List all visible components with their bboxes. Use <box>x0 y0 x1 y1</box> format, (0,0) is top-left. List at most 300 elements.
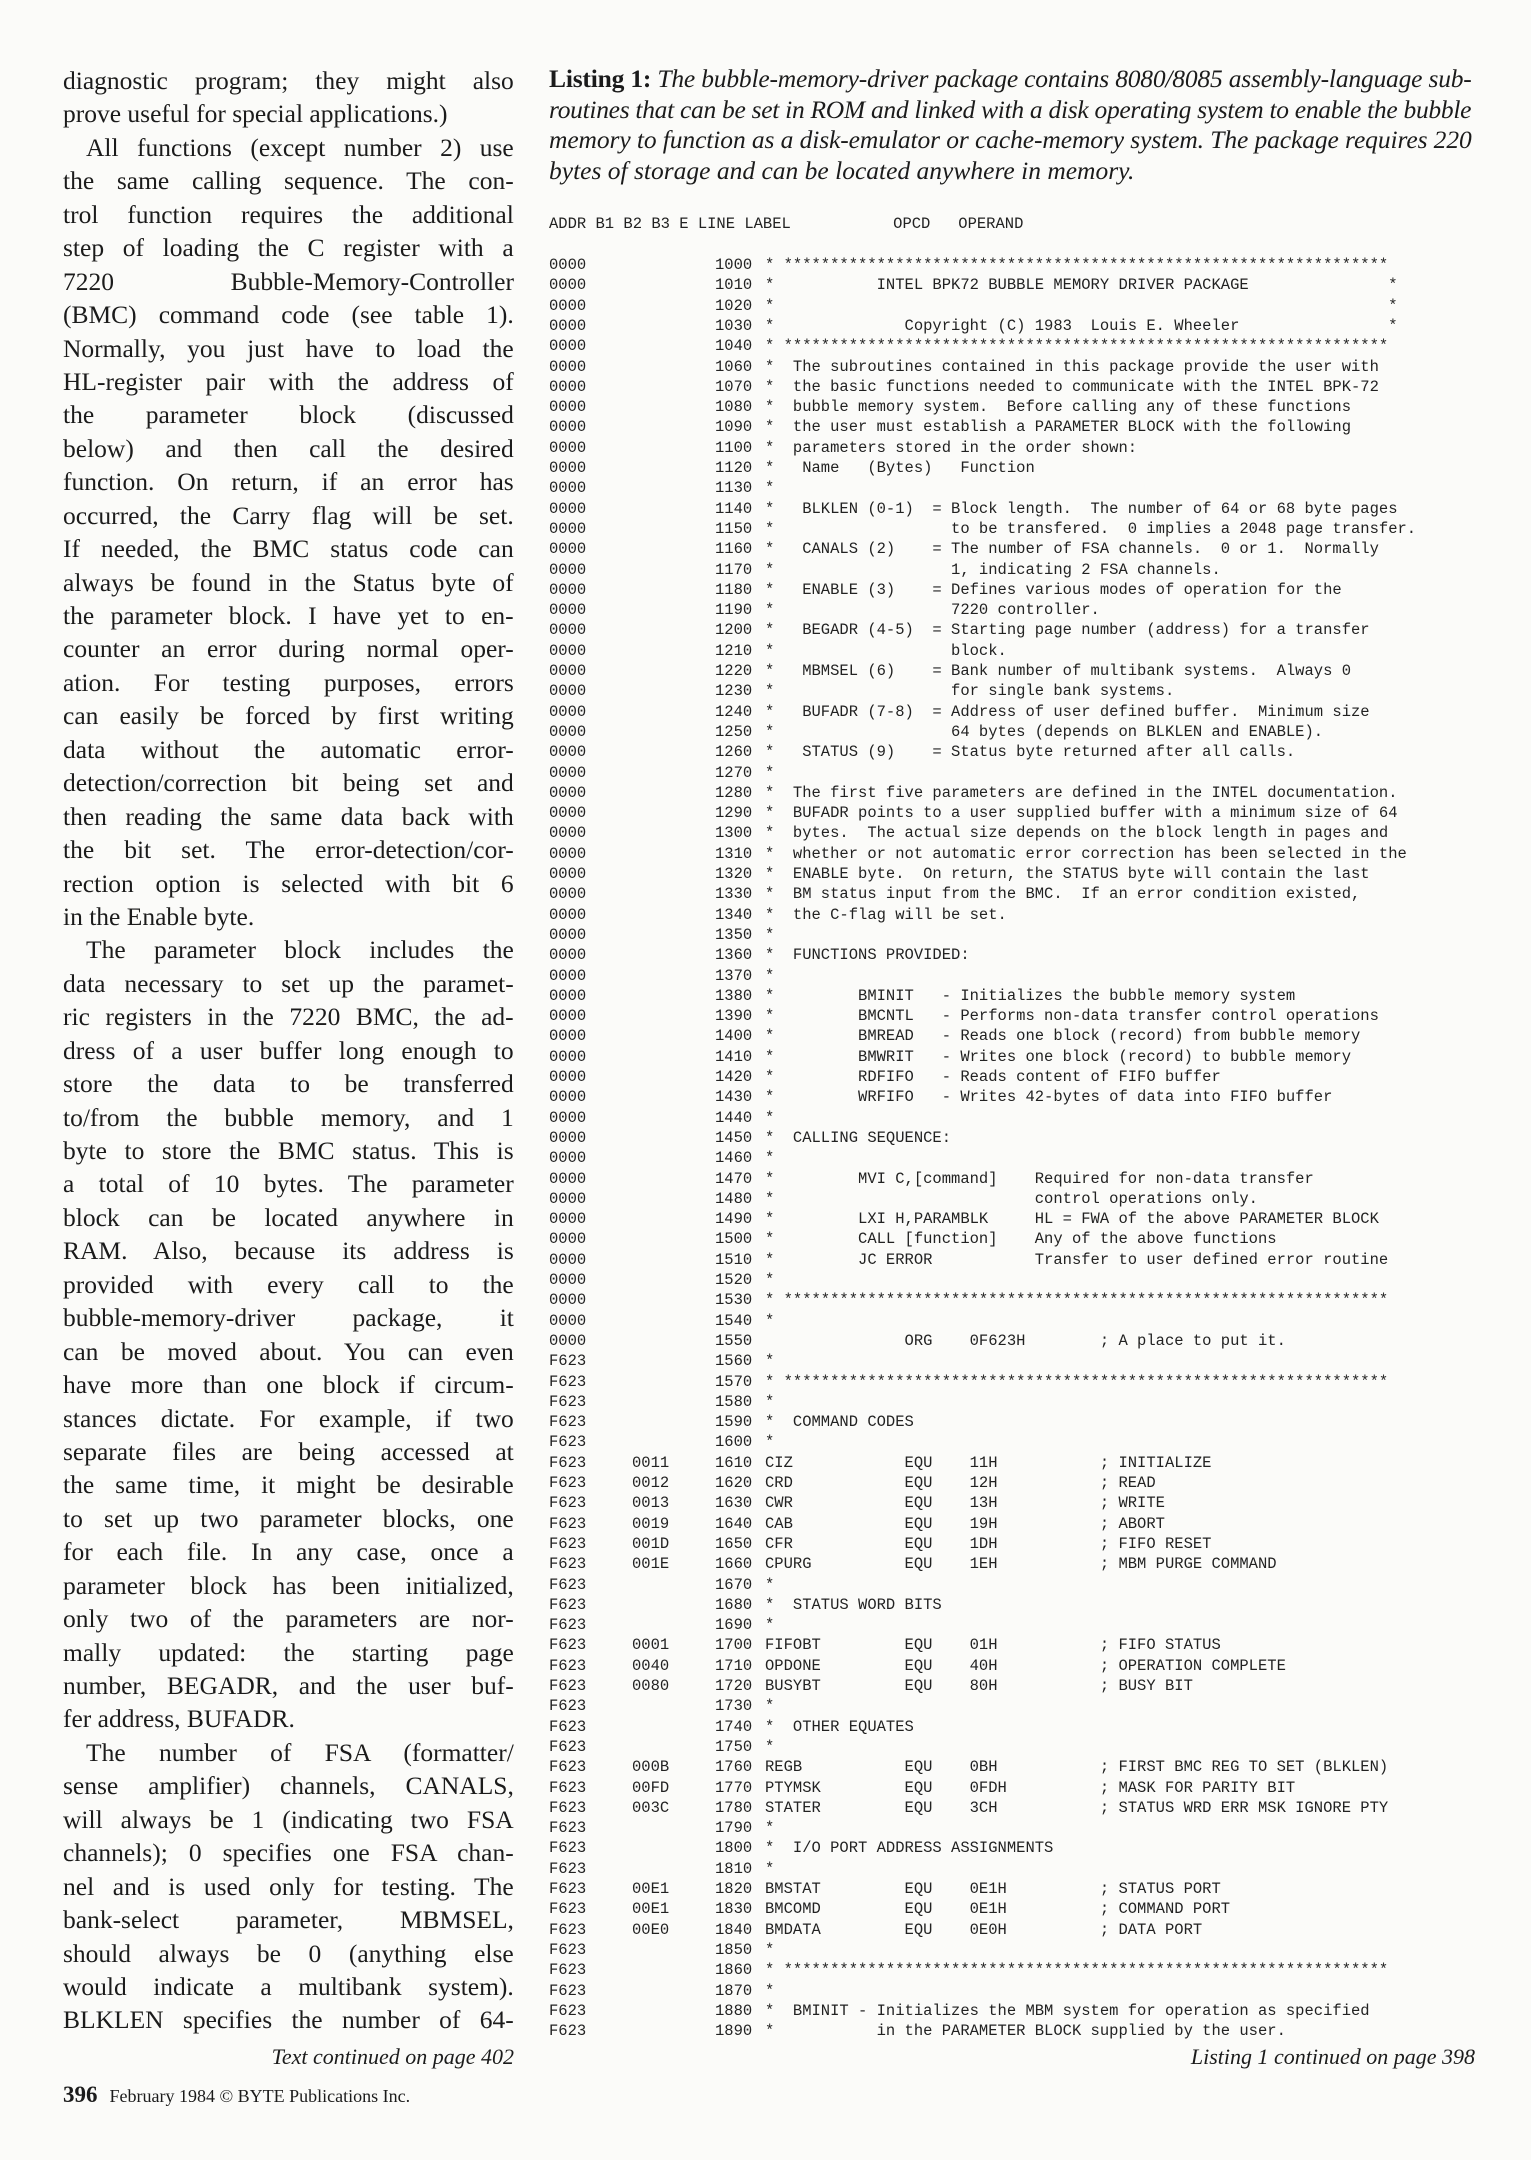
listing-address: 0000 <box>549 783 587 802</box>
listing-row <box>549 1778 1489 1798</box>
body-text-line-content: channels); 0 specifies one FSA chan- <box>63 1838 514 1868</box>
listing-address: 0000 <box>549 1230 587 1249</box>
listing-address: 0000 <box>549 1047 587 1066</box>
listing-statement: * <box>765 925 775 944</box>
listing-line-number: 1610 <box>715 1453 753 1472</box>
listing-line-number: 1600 <box>715 1433 753 1452</box>
listing-row <box>549 2021 1489 2041</box>
listing-address: F623 <box>549 1433 587 1452</box>
listing-address: F623 <box>549 1514 587 1533</box>
body-text-line <box>63 131 514 164</box>
listing-statement: * * <box>765 296 1398 315</box>
listing-line-number: 1060 <box>715 357 753 376</box>
listing-address: F623 <box>549 1940 587 1959</box>
listing-row <box>549 1920 1489 1940</box>
listing-address: 0000 <box>549 824 587 843</box>
body-text-line-content: can easily be forced by first writing <box>63 701 514 731</box>
caption-text: The bubble-memory-driver package contains 8080/8085 assembly-language sub- <box>657 64 1472 93</box>
listing-row <box>549 458 1489 478</box>
body-text-line-content: only two of the parameters are nor- <box>63 1604 514 1634</box>
listing-line-number: 1650 <box>715 1534 753 1553</box>
listing-row <box>549 1493 1489 1513</box>
caption-line <box>549 95 1476 126</box>
listing-bytes: 00E1 <box>632 1900 670 1919</box>
listing-address: 0000 <box>549 1210 587 1229</box>
listing-row <box>549 560 1489 580</box>
listing-statement: CAB EQU 19H ; ABORT <box>765 1514 1165 1533</box>
listing-line-number: 1630 <box>715 1494 753 1513</box>
body-text-line-content: data necessary to set up the paramet- <box>63 968 514 998</box>
body-text-line <box>63 1903 514 1936</box>
listing-statement: * ENABLE (3) = Defines various modes of operation for the <box>765 580 1342 599</box>
listing-address: F623 <box>549 1616 587 1635</box>
listing-line-number: 1210 <box>715 641 753 660</box>
listing-line-number: 1810 <box>715 1859 753 1878</box>
listing-address: 0000 <box>549 296 587 315</box>
listing-row <box>549 1108 1489 1128</box>
listing-address: 0000 <box>549 540 587 559</box>
listing-address: 0000 <box>549 1250 587 1269</box>
listing-row <box>549 1270 1489 1290</box>
body-text-line <box>63 432 514 465</box>
listing-statement: * block. <box>765 641 1007 660</box>
listing-row <box>549 742 1489 762</box>
listing-line-number: 1400 <box>715 1027 753 1046</box>
listing-statement: * <box>765 1149 775 1168</box>
body-text-line <box>63 1836 514 1869</box>
body-text-line <box>63 265 514 298</box>
listing-address: 0000 <box>549 804 587 823</box>
listing-statement: * Name (Bytes) Function <box>765 459 1035 477</box>
listing-line-number: 1240 <box>715 702 753 721</box>
listing-line-number: 1660 <box>715 1555 753 1574</box>
listing-address: 0000 <box>549 519 587 538</box>
body-text-line-content: have more than one block if circum- <box>63 1370 514 1400</box>
body-text-line-content: then reading the same data back with <box>63 801 514 831</box>
listing-row <box>549 1534 1489 1554</box>
listing-row <box>549 1575 1489 1595</box>
body-text-line <box>63 1870 514 1903</box>
listing-row <box>549 1128 1489 1148</box>
footer-credit: February 1984 © BYTE Publications Inc. <box>109 2086 411 2106</box>
listing-line-number: 1160 <box>715 540 753 559</box>
caption-line-content <box>549 125 1472 156</box>
listing-statement: * BMINIT - Initializes the bubble memory system <box>765 986 1296 1005</box>
listing-line-number: 1260 <box>715 743 753 762</box>
listing-address: 0000 <box>549 499 587 518</box>
listing-address: F623 <box>549 1717 587 1736</box>
body-text-line-content: diagnostic program; they might also <box>63 66 514 95</box>
listing-address: 0000 <box>549 1027 587 1046</box>
listing-line-number: 1730 <box>715 1697 753 1716</box>
listing-statement: BMCOMD EQU 0E1H ; COMMAND PORT <box>765 1900 1231 1919</box>
listing-statement: CFR EQU 1DH ; FIFO RESET <box>765 1534 1212 1553</box>
listing-row <box>549 1311 1489 1331</box>
listing-line-number: 1720 <box>715 1677 753 1695</box>
listing-statement: * 64 bytes (depends on BLKLEN and ENABLE). <box>765 722 1324 741</box>
body-text-line-content: ric registers in the 7220 BMC, the ad- <box>63 1002 514 1032</box>
body-text-line <box>63 1402 514 1435</box>
caption-line-content <box>549 64 1472 95</box>
listing-address: 0000 <box>549 1088 587 1107</box>
listing-address: 0000 <box>549 459 587 477</box>
listing-address: 0000 <box>549 925 587 944</box>
body-text-line-content: a total of 10 bytes. The parameter <box>63 1169 514 1199</box>
listing-statement: * ***************************************************************** <box>765 256 1389 274</box>
listing-statement: * CANALS (2) = The number of FSA channels. 0 or 1. Normally <box>765 540 1379 559</box>
listing-row <box>549 1148 1489 1168</box>
listing-address: 0000 <box>549 966 587 985</box>
listing-statement: BMSTAT EQU 0E1H ; STATUS PORT <box>765 1880 1221 1898</box>
body-text-line <box>63 231 514 264</box>
listing-line-number: 1300 <box>715 824 753 843</box>
listing-row <box>549 844 1489 864</box>
listing-line-number: 1320 <box>715 865 753 883</box>
listing-row <box>549 620 1489 640</box>
listing-address: 0000 <box>549 722 587 741</box>
body-text-line <box>63 298 514 331</box>
body-text-line-content: will always be 1 (indicating two FSA <box>63 1804 514 1834</box>
body-text-line <box>63 1702 514 1735</box>
listing-row <box>549 1717 1489 1737</box>
listing-statement: OPDONE EQU 40H ; OPERATION COMPLETE <box>765 1656 1286 1675</box>
body-text-line <box>63 900 514 933</box>
body-text-line-content: below) and then call the desired <box>63 433 514 463</box>
body-text-line-content: dress of a user buffer long enough to <box>63 1035 514 1065</box>
listing-address: F623 <box>549 1839 587 1858</box>
listing-line-number: 1250 <box>715 722 753 741</box>
listing-statement: FIFOBT EQU 01H ; FIFO STATUS <box>765 1636 1221 1655</box>
body-text-line <box>63 1736 514 1769</box>
listing-statement: * BMCNTL - Performs non-data transfer control operations <box>765 1007 1379 1026</box>
listing-bytes: 001E <box>632 1555 670 1574</box>
body-text-line <box>63 566 514 599</box>
listing-statement: * BMREAD - Reads one block (record) from bubble memory <box>765 1027 1361 1046</box>
listing-row <box>549 702 1489 722</box>
listing-line-number: 1880 <box>715 2001 753 2020</box>
listing-line-number: 1570 <box>715 1372 753 1391</box>
listing-address: 0000 <box>549 844 587 863</box>
listing-line-number: 1170 <box>715 560 753 579</box>
body-text-line <box>63 1034 514 1067</box>
body-text-line <box>63 97 514 130</box>
listing-address: 0000 <box>549 641 587 660</box>
listing-statement: * <box>765 763 775 782</box>
listing-column-header: ADDR B1 B2 B3 E LINE LABEL OPCD OPERAND <box>549 215 1024 233</box>
listing-address: F623 <box>549 1636 587 1655</box>
listing-line-number: 1380 <box>715 986 753 1005</box>
listing-address: 0000 <box>549 1128 587 1147</box>
listing-address: 0000 <box>549 560 587 579</box>
listing-statement: * bubble memory system. Before calling any of these functions <box>765 398 1351 417</box>
body-text-line-content: store the data to be transferred <box>63 1069 514 1099</box>
listing-row <box>549 1981 1489 2001</box>
listing-statement: * ***************************************************************** <box>765 337 1389 356</box>
body-text-line <box>63 1435 514 1468</box>
caption-text: bytes of storage and can be located anywhere in memory. <box>549 155 1135 185</box>
listing-line-number: 1620 <box>715 1474 753 1492</box>
listing-line-number: 1740 <box>715 1717 753 1736</box>
body-text-line-content: for each file. In any case, once a <box>63 1537 514 1567</box>
listing-line-number: 1540 <box>715 1311 753 1330</box>
listing-address: 0000 <box>549 398 587 417</box>
listing-statement: * ***************************************************************** <box>765 1372 1389 1391</box>
listing-row <box>549 945 1489 965</box>
body-text-line <box>63 1134 514 1167</box>
listing-row <box>549 1047 1489 1067</box>
listing-statement: * BLKLEN (0-1) = Block length. The number of 64 or 68 byte pages <box>765 499 1398 518</box>
listing-statement: * to be transfered. 0 implies a 2048 page transfer. <box>765 519 1417 538</box>
body-text-line-content: the same time, it might be desirable <box>63 1470 514 1500</box>
listing-row <box>549 357 1489 377</box>
listing-row <box>549 1006 1489 1026</box>
listing-bytes: 0001 <box>632 1636 670 1655</box>
listing-row <box>549 296 1489 316</box>
listing-address: F623 <box>549 1677 587 1695</box>
listing-line-number: 1830 <box>715 1900 753 1919</box>
listing-row <box>549 255 1489 275</box>
body-text-line-content: detection/correction bit being set and <box>63 768 514 798</box>
listing-statement: * CALL [function] Any of the above functions <box>765 1230 1277 1249</box>
listing-line-number: 1190 <box>715 601 753 620</box>
listing-line-number: 1820 <box>715 1880 753 1898</box>
caption-label: Listing 1: <box>549 64 652 93</box>
body-text-line-content: Normally, you just have to load the <box>63 333 514 363</box>
listing-statement: * 7220 controller. <box>765 601 1100 620</box>
caption-text: memory to function as a disk-emulator or cache-memory system. The package requires 220 <box>549 125 1472 154</box>
listing-line-number: 1310 <box>715 844 753 863</box>
listing-row <box>549 580 1489 600</box>
listing-statement: * MBMSEL (6) = Bank number of multibank systems. Always 0 <box>765 662 1351 680</box>
listing-address: 0000 <box>549 1311 587 1330</box>
body-text-line-content: The number of FSA (formatter/ <box>86 1737 514 1767</box>
listing-address: F623 <box>549 1859 587 1878</box>
body-text-line-content: the same calling sequence. The con- <box>63 166 514 196</box>
listing-address: F623 <box>549 2022 587 2041</box>
caption-line <box>549 156 1476 187</box>
listing-row <box>549 1899 1489 1919</box>
listing-row <box>549 681 1489 701</box>
listing-statement: STATER EQU 3CH ; STATUS WRD ERR MSK IGNORE PTY <box>765 1798 1389 1817</box>
listing-statement: * <box>765 1737 775 1756</box>
body-text-line <box>63 1167 514 1200</box>
listing-row <box>549 1026 1489 1046</box>
body-text-line <box>63 1201 514 1234</box>
body-text-line <box>63 499 514 532</box>
body-text-line <box>63 332 514 365</box>
listing-line-number: 1790 <box>715 1819 753 1838</box>
listing-row <box>549 600 1489 620</box>
listing-statement: * The subroutines contained in this package provide the user with <box>765 357 1379 376</box>
listing-line-number: 1840 <box>715 1920 753 1939</box>
listing-row <box>549 884 1489 904</box>
listing-address: F623 <box>549 1880 587 1898</box>
listing-statement: * ***************************************************************** <box>765 1291 1389 1310</box>
listing-line-number: 1550 <box>715 1331 753 1350</box>
body-text-line <box>63 1368 514 1401</box>
listing-line-number: 1590 <box>715 1413 753 1432</box>
body-text-line <box>63 1602 514 1635</box>
body-text-line <box>63 967 514 1000</box>
listing-bytes: 003C <box>632 1798 670 1817</box>
caption-line-content <box>549 156 1134 187</box>
listing-row <box>549 1940 1489 1960</box>
listing-line-number: 1220 <box>715 662 753 680</box>
listing-address: F623 <box>549 1534 587 1553</box>
body-text-line-content: mally updated: the starting page <box>63 1637 514 1667</box>
listing-line-number: 1640 <box>715 1514 753 1533</box>
body-text-line-content: block can be located anywhere in <box>63 1202 514 1232</box>
listing-row <box>549 1229 1489 1249</box>
listing-line-number: 1480 <box>715 1189 753 1208</box>
body-text-line <box>63 398 514 431</box>
body-text-line <box>63 1970 514 2003</box>
body-text-line <box>63 1234 514 1267</box>
listing-statement: * the basic functions needed to communicate with the INTEL BPK-72 <box>765 377 1379 396</box>
body-text-line <box>63 933 514 966</box>
listing-statement: REGB EQU 0BH ; FIRST BMC REG TO SET (BLKLEN) <box>765 1758 1389 1777</box>
body-text-line-content: nel and is used only for testing. The <box>63 1871 514 1901</box>
listing-address: F623 <box>549 1392 587 1411</box>
listing-address: F623 <box>549 1798 587 1817</box>
listing-row <box>549 1067 1489 1087</box>
listing-statement: * <box>765 1311 775 1330</box>
listing-line-number: 1750 <box>715 1737 753 1756</box>
body-text-line-content: If needed, the BMC status code can <box>63 534 514 564</box>
listing-address: F623 <box>549 1372 587 1391</box>
listing-statement: * STATUS WORD BITS <box>765 1595 942 1614</box>
listing-row <box>549 661 1489 681</box>
body-text-line <box>63 365 514 398</box>
listing-line-number: 1330 <box>715 885 753 904</box>
listing-statement: * BEGADR (4-5) = Starting page number (address) for a transfer <box>765 621 1370 640</box>
listing-row <box>549 905 1489 925</box>
listing-statement: * MVI C,[command] Required for non-data transfer <box>765 1169 1314 1188</box>
body-text-line <box>63 1101 514 1134</box>
body-text-line <box>63 800 514 833</box>
listing-address: F623 <box>549 1555 587 1574</box>
listing-row <box>549 1960 1489 1980</box>
listing-address: 0000 <box>549 905 587 924</box>
listing-address: F623 <box>549 1778 587 1797</box>
listing-line-number: 1510 <box>715 1250 753 1269</box>
listing-row <box>549 499 1489 519</box>
listing-line-number: 1120 <box>715 459 753 477</box>
listing-row <box>549 1798 1489 1818</box>
listing-line-number: 1200 <box>715 621 753 640</box>
listing-statement: * STATUS (9) = Status byte returned after all calls. <box>765 743 1296 762</box>
body-text-line-content: function. On return, if an error has <box>63 467 514 497</box>
listing-statement: * RDFIFO - Reads content of FIFO buffer <box>765 1068 1221 1086</box>
body-text-line <box>63 733 514 766</box>
listing-address: 0000 <box>549 682 587 701</box>
listing-row <box>549 864 1489 884</box>
listing-line-number: 1090 <box>715 418 753 437</box>
listing-statement: * <box>765 1616 775 1635</box>
listing-line-number: 1100 <box>715 438 753 457</box>
listing-row <box>549 1453 1489 1473</box>
listing-address: F623 <box>549 1981 587 2000</box>
listing-statement: * ***************************************************************** <box>765 1961 1389 1980</box>
listing-line-number: 1430 <box>715 1088 753 1107</box>
listing-row <box>549 1351 1489 1371</box>
listing-statement: * BMINIT - Initializes the MBM system for operation as specified <box>765 2001 1370 2020</box>
listing-row <box>549 1676 1489 1696</box>
listing-statement: * COMMAND CODES <box>765 1413 914 1432</box>
listing-line-number: 1870 <box>715 1981 753 2000</box>
listing-statement: * control operations only. <box>765 1189 1258 1208</box>
body-text-line-content: always be found in the Status byte of <box>63 567 514 597</box>
listing-address: 0000 <box>549 986 587 1005</box>
listing-line-number: 1530 <box>715 1291 753 1310</box>
listing-line-number: 1520 <box>715 1271 753 1289</box>
listing-address: 0000 <box>549 418 587 437</box>
listing-address: 0000 <box>549 316 587 335</box>
listing-line-number: 1710 <box>715 1656 753 1675</box>
listing-statement: * whether or not automatic error correction has been selected in the <box>765 844 1407 863</box>
listing-statement: * BUFADR (7-8) = Address of user defined buffer. Minimum size <box>765 702 1370 721</box>
listing-address: 0000 <box>549 621 587 640</box>
body-text-line <box>63 1468 514 1501</box>
listing-line-number: 1290 <box>715 804 753 823</box>
listing-address: F623 <box>549 1900 587 1919</box>
body-text-line <box>63 1067 514 1100</box>
body-text-line-content: can be moved about. You can even <box>63 1336 514 1366</box>
body-text-line <box>63 1803 514 1836</box>
body-text-line <box>63 198 514 231</box>
listing-row <box>549 1372 1489 1392</box>
listing-statement: * <box>765 1575 775 1594</box>
listing-row <box>549 1331 1489 1351</box>
listing-row <box>549 1087 1489 1107</box>
listing-row <box>549 519 1489 539</box>
listing-address: F623 <box>549 1453 587 1472</box>
listing-statement: ORG 0F623H ; A place to put it. <box>765 1331 1286 1350</box>
body-text-line-content: step of loading the C register with a <box>63 233 514 263</box>
listing-statement: * FUNCTIONS PROVIDED: <box>765 946 970 965</box>
listing-line-number: 1420 <box>715 1068 753 1086</box>
listing-line-number: 1410 <box>715 1047 753 1066</box>
listing-address: 0000 <box>549 763 587 782</box>
listing-address: F623 <box>549 1494 587 1513</box>
body-text-line <box>63 1769 514 1802</box>
body-text-line-content: should always be 0 (anything else <box>63 1938 514 1968</box>
listing-row <box>549 1392 1489 1412</box>
listing-line-number: 1560 <box>715 1352 753 1371</box>
listing-row <box>549 986 1489 1006</box>
listing-address: 0000 <box>549 743 587 762</box>
listing-statement: * I/O PORT ADDRESS ASSIGNMENTS <box>765 1839 1054 1858</box>
listing-statement: * for single bank systems. <box>765 682 1175 701</box>
listing-row <box>549 966 1489 986</box>
body-text-line <box>63 599 514 632</box>
page-footer <box>63 2082 410 2108</box>
body-text-line <box>63 1502 514 1535</box>
listing-bytes: 0011 <box>632 1453 670 1472</box>
body-text-line-content: bubble-memory-driver package, it <box>63 1303 514 1333</box>
body-text-line <box>63 164 514 197</box>
listing-address: F623 <box>549 1413 587 1432</box>
caption-line <box>549 125 1476 156</box>
listing-bytes: 00E1 <box>632 1880 670 1898</box>
text-continued-note: Text continued on page 402 <box>271 2044 514 2069</box>
body-text-line-content: provided with every call to the <box>63 1269 514 1299</box>
listing-line-number: 1450 <box>715 1128 753 1147</box>
listing-statement: * BUFADR points to a user supplied buffer with a minimum size of 64 <box>765 804 1398 823</box>
body-text-line <box>63 1636 514 1669</box>
listing-bytes: 0040 <box>632 1656 670 1675</box>
listing-address: 0000 <box>549 885 587 904</box>
